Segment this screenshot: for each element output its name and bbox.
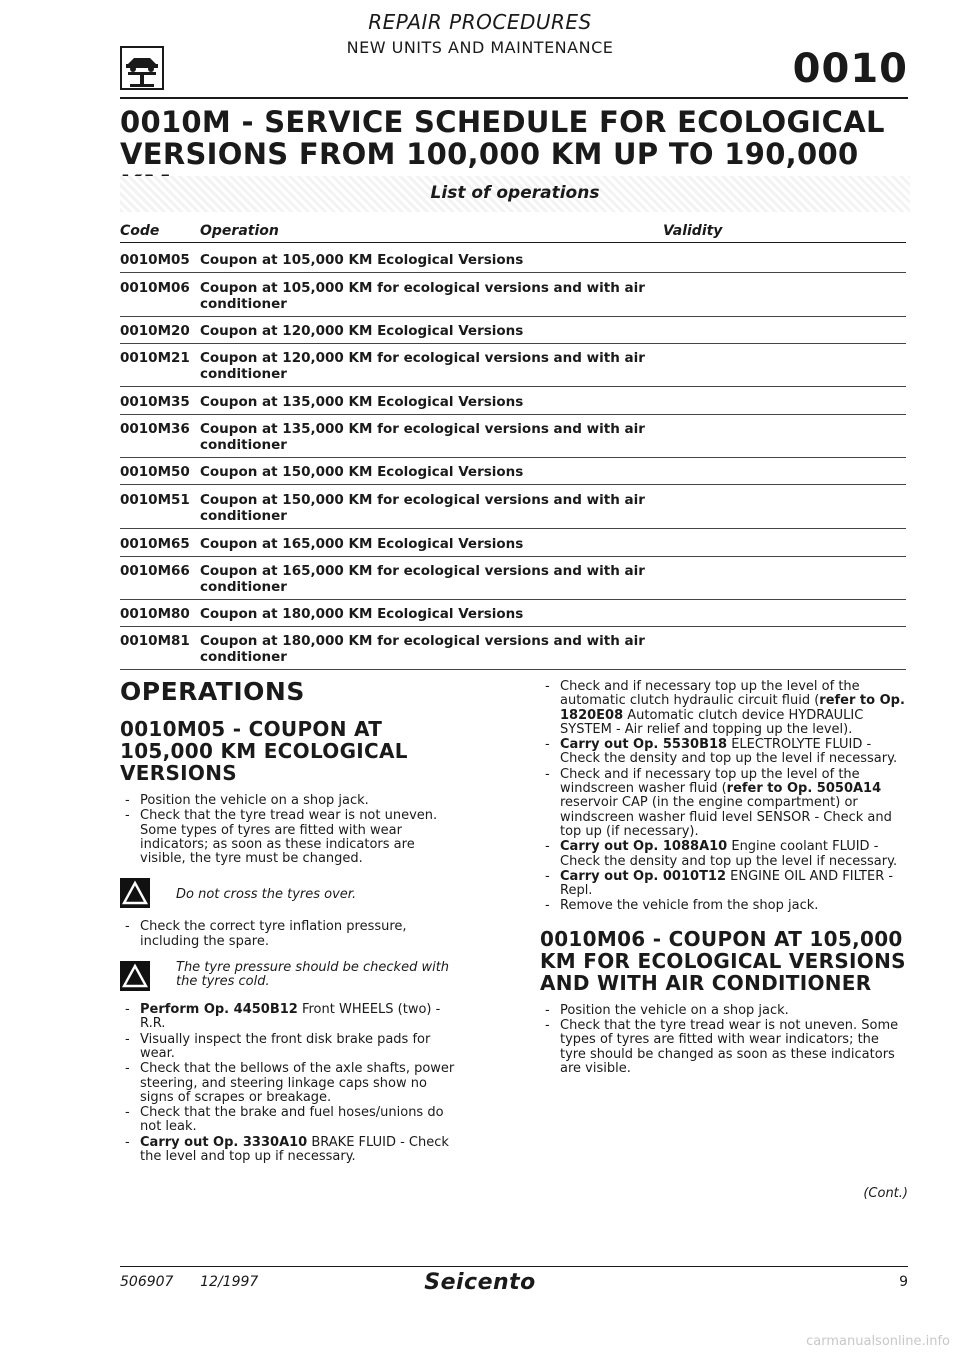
operation-text: Coupon at 150,000 KM for ecological versions and with air conditioner	[200, 492, 645, 524]
operation-code: 0010M35	[120, 394, 190, 410]
operation-text: Coupon at 120,000 KM for ecological versions and with air conditioner	[200, 350, 645, 382]
operation-code: 0010M36	[120, 421, 190, 437]
header-rule	[120, 97, 908, 99]
op-reference: Carry out Op. 1088A10	[560, 839, 728, 855]
op-reference: Carry out Op. 5530B18	[560, 737, 728, 753]
row-rule	[120, 626, 906, 627]
operation-code: 0010M05	[120, 252, 190, 268]
step-list	[540, 680, 908, 914]
row-rule	[120, 599, 906, 600]
row-rule	[120, 457, 906, 458]
operation-text: Coupon at 105,000 KM for ecological versions and with air conditioner	[200, 280, 645, 312]
list-item: - Carry out Op. 5530B18 ELECTROLYTE FLUID - Check the density and top up the level if necessary.	[540, 738, 908, 767]
op-reference: Carry out Op. 0010T12	[560, 868, 727, 884]
column-header-code: Code	[120, 223, 160, 239]
list-item: - Perform Op. 4450B12 Front WHEELS (two) - R.R.	[120, 1003, 462, 1032]
right-column	[540, 680, 908, 1084]
list-item: - Check the correct tyre inflation pressure, including the spare.	[120, 920, 462, 949]
list-item: - Position the vehicle on a shop jack.	[540, 1004, 908, 1018]
list-item: - Carry out Op. 3330A10 BRAKE FLUID - Check the level and top up if necessary.	[120, 1136, 462, 1165]
list-item: - Check that the tyre tread wear is not uneven. Some types of tyres are fitted with wear indicators; as soon as these indicators are visible, the tyre must be changed.	[120, 809, 462, 866]
page-number: 9	[899, 1274, 908, 1290]
left-column	[120, 678, 462, 1172]
operation-text: Coupon at 120,000 KM Ecological Versions	[200, 323, 524, 339]
row-rule	[120, 316, 906, 317]
op-reference: Perform Op. 4450B12	[140, 1002, 298, 1018]
op-reference: Carry out Op. 3330A10	[140, 1134, 308, 1150]
operation-code: 0010M80	[120, 606, 190, 622]
warning-text: Do not cross the tyres over.	[176, 887, 357, 903]
brand-logo: Seicento	[424, 1270, 536, 1295]
row-rule	[120, 528, 906, 529]
footer-rule	[120, 1266, 908, 1267]
operation-code: 0010M21	[120, 350, 190, 366]
column-header-validity: Validity	[663, 223, 723, 239]
list-item: - Remove the vehicle from the shop jack.	[540, 899, 908, 913]
row-rule	[120, 343, 906, 344]
step-list	[540, 1004, 908, 1076]
warning-icon	[120, 878, 150, 908]
row-rule	[120, 414, 906, 415]
section-heading-0010m06: 0010M06 - COUPON AT 105,000 KM FOR ECOLOGICAL VERSIONS AND WITH AIR CONDITIONER	[540, 926, 906, 995]
document-code: 506907 12/1997	[120, 1274, 259, 1290]
operation-code: 0010M65	[120, 536, 190, 552]
column-header-rule	[120, 242, 906, 243]
operation-code: 0010M06	[120, 280, 190, 296]
row-rule	[120, 556, 906, 557]
list-item: - Carry out Op. 0010T12 ENGINE OIL AND FILTER - Repl.	[540, 870, 908, 899]
warning-note	[120, 961, 462, 991]
row-rule	[120, 484, 906, 485]
operation-text: Coupon at 135,000 KM Ecological Versions	[200, 394, 524, 410]
list-item: - Carry out Op. 1088A10 Engine coolant FLUID - Check the density and top up the level if necessary.	[540, 840, 908, 869]
operation-text: Coupon at 150,000 KM Ecological Versions	[200, 464, 524, 480]
header-title: REPAIR PROCEDURES	[368, 10, 592, 34]
operation-text: Coupon at 135,000 KM for ecological versions and with air conditioner	[200, 421, 645, 453]
list-item: - Visually inspect the front disk brake pads for wear.	[120, 1033, 462, 1062]
operation-code: 0010M50	[120, 464, 190, 480]
column-header-operation: Operation	[200, 223, 279, 239]
list-item: - Check that the brake and fuel hoses/unions do not leak.	[120, 1106, 462, 1135]
watermark: carmanualsonline.info	[806, 1334, 950, 1349]
operation-text: Coupon at 180,000 KM Ecological Versions	[200, 606, 524, 622]
header-subtitle: NEW UNITS AND MAINTENANCE	[346, 38, 614, 57]
warning-note	[120, 878, 462, 908]
operation-code: 0010M51	[120, 492, 190, 508]
page-title: 0010M - SERVICE SCHEDULE FOR ECOLOGICAL VERSIONS FROM 100,000 KM UP TO 190,000	[120, 105, 885, 171]
list-item: - Check that the bellows of the axle shafts, power steering, and steering linkage caps show no signs of scrapes or breakage.	[120, 1062, 462, 1105]
op-reference: refer to Op. 5050A14	[726, 781, 882, 797]
operation-code: 0010M66	[120, 563, 190, 579]
operation-code: 0010M81	[120, 633, 190, 649]
list-title: List of operations	[430, 183, 600, 203]
operations-heading: OPERATIONS	[120, 677, 305, 706]
list-item: - Position the vehicle on a shop jack.	[120, 794, 462, 808]
continued-note: (Cont.)	[863, 1186, 908, 1201]
list-item: - Check that the tyre tread wear is not uneven. Some types of tyres are fitted with wear indicators; the tyre should be changed as soon as these indicators are visible.	[540, 1019, 908, 1076]
list-item: - Check and if necessary top up the level of the automatic clutch hydraulic circuit fluid (refer to Op. 1820E08 Automatic clutch device HYDRAULIC SYSTEM - Air relief and topping up the level).	[540, 680, 908, 737]
warning-icon	[120, 961, 150, 991]
operation-text: Coupon at 165,000 KM for ecological versions and with air conditioner	[200, 563, 645, 595]
section-code: 0010	[792, 46, 908, 92]
list-item: - Check and if necessary top up the level of the windscreen washer fluid (refer to Op. 5050A14 reservoir CAP (in the engine compartment) or windscreen washer fluid level SENSOR - Check and top up (if necessary).	[540, 768, 908, 839]
step-list	[120, 1003, 462, 1164]
operation-text: Coupon at 180,000 KM for ecological versions and with air conditioner	[200, 633, 645, 665]
op-reference: refer to Op. 1820E08	[560, 693, 905, 723]
warning-text: The tyre pressure should be checked with the tyres cold.	[176, 960, 450, 990]
row-rule	[120, 386, 906, 387]
row-rule	[120, 669, 906, 670]
operation-text: Coupon at 105,000 KM Ecological Versions	[200, 252, 524, 268]
step-list	[120, 920, 462, 949]
section-heading-0010m05: 0010M05 - COUPON AT 105,000 KM ECOLOGICAL VERSIONS	[120, 717, 408, 785]
operation-code: 0010M20	[120, 323, 190, 339]
step-list	[120, 794, 462, 866]
operation-text: Coupon at 165,000 KM Ecological Versions	[200, 536, 524, 552]
row-rule	[120, 272, 906, 273]
